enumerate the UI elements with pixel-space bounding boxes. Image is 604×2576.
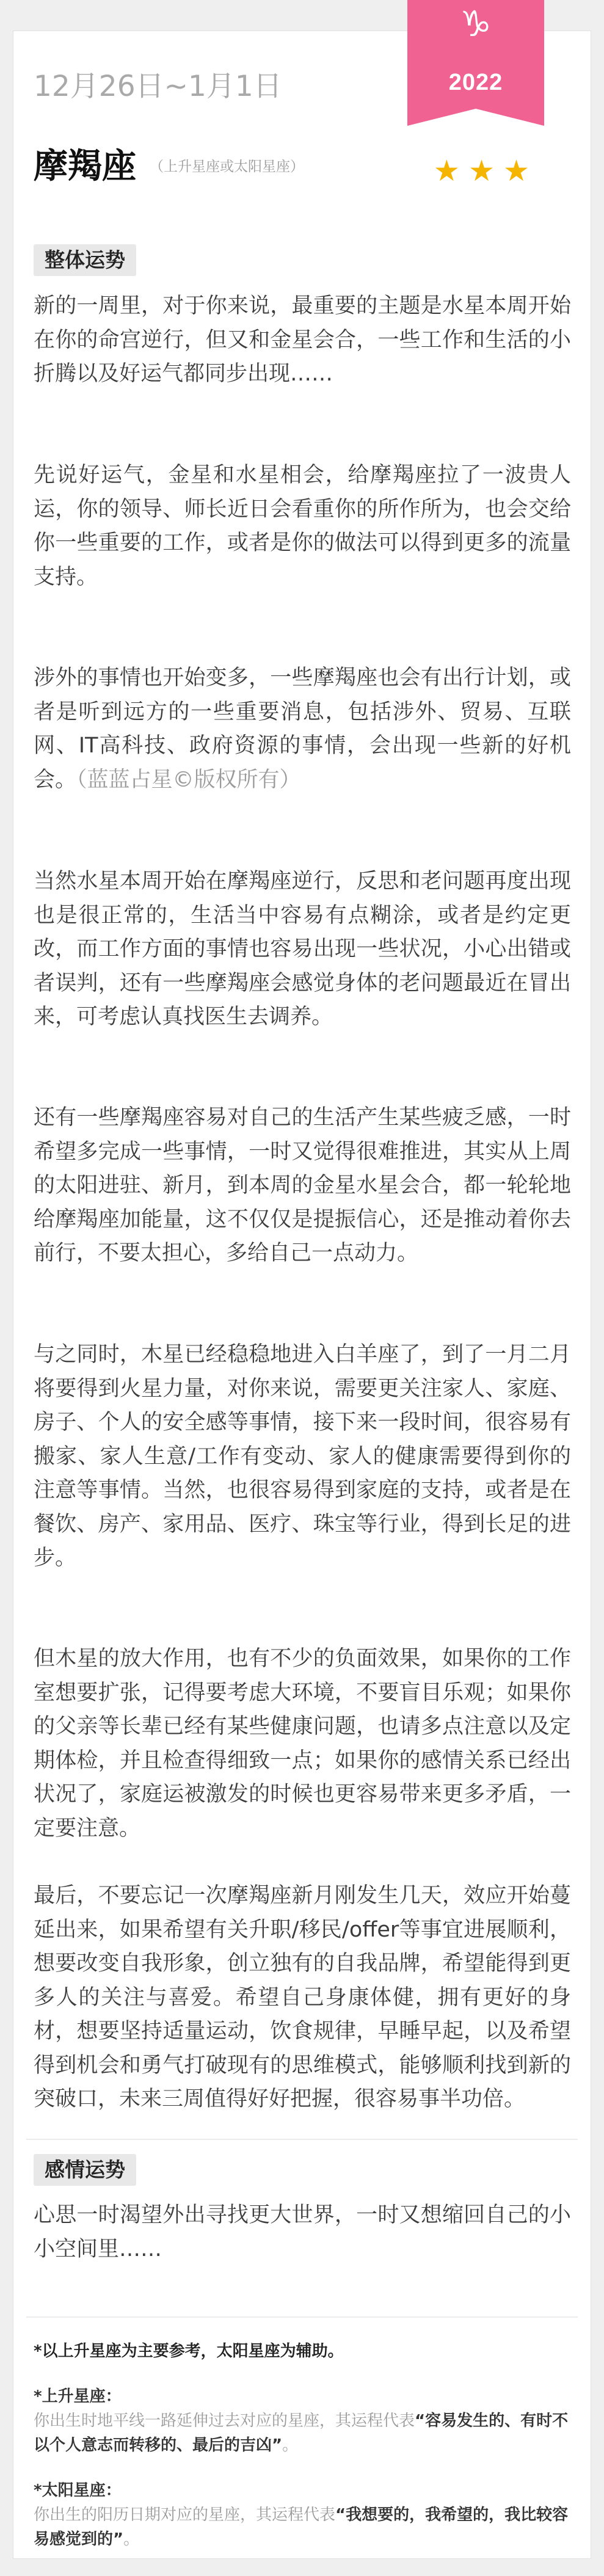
title-row (34, 145, 304, 188)
capricorn-icon: ♑ (460, 3, 492, 45)
overall-paragraph-1: 新的一周里，对于你来说，最重要的主题是水星本周开始在你的命宫逆行，但又和金星会合，一些工作和生活的小折腾以及好运气都同步出现…… (34, 294, 571, 386)
rising-desc-text: 你出生时地平线一路延伸过去对应的星座，其运程代表 (34, 2412, 415, 2430)
sun-end: 。 (123, 2530, 140, 2549)
footnote-sun-title: *太阳星座： (34, 2481, 122, 2500)
sign-title: 摩羯座 (34, 147, 136, 186)
overall-paragraph-8: 最后，不要忘记一次摩羯座新月刚发生几天，效应开始蔓延出来，如果希望有关升职/移民/offer等事宜进展顺利，想要改变自我形象，创立独有的自我品牌，希望能得到更多人的关注与喜爱。希望自己身康体健，拥有更好的身材，想要坚持适量运动，饮食规律，早睡早起，以及希望得到机会和勇气打破现有的思维模式，能够顺利找到新的突破口，未来三周值得好好把握，很容易事半功倍。 (34, 1883, 571, 2111)
date-range: 12月26日~1月1日 (34, 70, 282, 103)
footnote-main: *以上升星座为主要参考，太阳星座为辅助。 (34, 2342, 344, 2360)
notes-divider (26, 2316, 578, 2318)
overall-paragraph-7: 但木星的放大作用，也有不少的负面效果，如果你的工作室想要扩张，记得要考虑大环境，不要盲目乐观；如果你的父亲等长辈已经有某些健康问题，也请多点注意以及定期体检，并且检查得细致一点；如果你的感情关系已经出状况了，家庭运被激发的时候也更容易带来更多矛盾，一定要注意。 (34, 1646, 571, 1841)
love-section-tag: 感情运势 (34, 2154, 136, 2186)
footnotes (34, 2339, 571, 2552)
sun-quote: “我想要的，我希望的，我比较容易感觉到的” (34, 2506, 569, 2549)
overall-section-tag: 整体运势 (34, 244, 136, 276)
rising-end: 。 (282, 2436, 299, 2454)
sign-note: （上升星座或太阳星座） (150, 159, 304, 175)
footnote-sun-desc (34, 2503, 571, 2552)
copyright-credit: （蓝蓝占星©版权所有） (76, 767, 301, 792)
sun-desc-text: 你出生的阳历日期对应的星座，其运程代表 (34, 2506, 336, 2524)
overall-paragraph-3 (34, 661, 571, 797)
year-label: 2022 (448, 70, 503, 95)
overall-paragraph-6: 与之同时，木星已经稳稳地进入白羊座了，到了一月二月将要得到火星力量，对你来说，需要更关注家人、家庭、房子、个人的安全感等事情，接下来一段时间，很容易有搬家、家人生意/工作有变动、家人的健康需要得到你的注意等事情。当然，也很容易得到家庭的支持，或者是在餐饮、房产、家用品、医疗、珠宝等行业，得到长足的进步。 (34, 1342, 571, 1570)
love-paragraph-1: 心思一时渴望外出寻找更大世界，一时又想缩回自己的小小空间里…… (34, 2203, 571, 2261)
section-divider (26, 2139, 578, 2140)
footnote-rising-desc (34, 2409, 571, 2458)
zodiac-ribbon (407, 0, 544, 126)
footnote-rising-title: *上升星座： (34, 2387, 122, 2406)
overall-paragraph-2: 先说好运气，金星和水星相会，给摩羯座拉了一波贵人运，你的领导、师长近日会看重你的所作所为，也会交给你一些重要的工作，或者是你的做法可以得到更多的流量支持。 (34, 463, 571, 589)
overall-paragraph-4: 当然水星本周开始在摩羯座逆行，反思和老问题再度出现也是很正常的，生活当中容易有点糊涂，或者是约定更改，而工作方面的事情也容易出现一些状况，小心出错或者误判，还有一些摩羯座会感觉身体的老问题最近在冒出来，可考虑认真找医生去调养。 (34, 869, 571, 1029)
rating-stars: ★★★ (433, 154, 538, 188)
paragraph-text: 涉外的事情也开始变多，一些摩羯座也会有出行计划，或者是听到远方的一些重要消息，包括涉外、贸易、互联网、IT高科技、政府资源的事情，会出现一些新的好机会。 (34, 666, 571, 792)
rising-quote: “容易发生的、有时不以个人意志而转移的、最后的吉凶” (34, 2412, 569, 2454)
overall-paragraph-5: 还有一些摩羯座容易对自己的生活产生某些疲乏感，一时希望多完成一些事情，一时又觉得很难推进，其实从上周的太阳进驻、新月，到本周的金星水星会合，都一轮轮地给摩羯座加能量，这不仅仅是提振信心，还是推动着你去前行，不要太担心，多给自己一点动力。 (34, 1105, 571, 1265)
